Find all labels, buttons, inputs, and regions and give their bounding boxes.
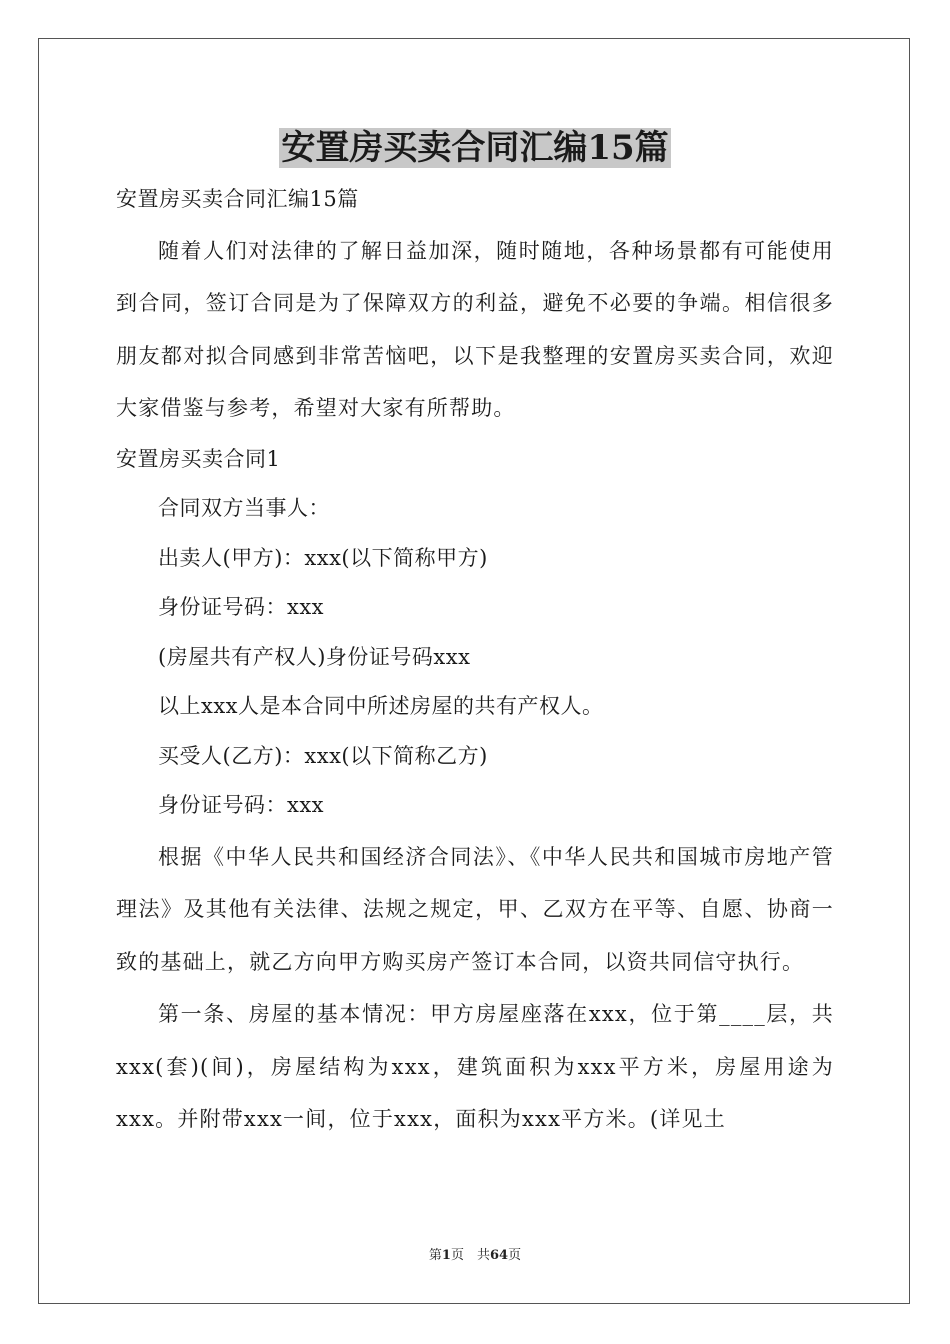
document-title	[0, 126, 950, 170]
parties-line: 合同双方当事人：	[158, 496, 330, 520]
document-title-text: 安置房买卖合同汇编15篇	[281, 128, 669, 168]
footer-page-total: 64	[489, 1248, 509, 1263]
buyer-id-line: 身份证号码：xxx	[158, 793, 325, 817]
co-owner-id-line: (房屋共有产权人)身份证号码xxx	[158, 644, 471, 669]
intro-paragraph: 随着人们对法律的了解日益加深，随时随地，各种场景都有可能使用到合同，签订合同是为了保障双方的利益，避免不必要的争端。相信很多朋友都对拟合同感到非常苦恼吧，以下是我整理的安置房买卖合同，欢迎大家借鉴与参考，希望对大家有所帮助。	[116, 238, 834, 420]
seller-line: 出卖人(甲方)：xxx(以下简称甲方)	[158, 545, 488, 570]
document-subtitle: 安置房买卖合同汇编15篇	[116, 187, 359, 211]
legal-basis-paragraph: 根据《中华人民共和国经济合同法》、《中华人民共和国城市房地产管理法》及其他有关法律、法规之规定，甲、乙双方在平等、自愿、协商一致的基础上，就乙方向甲方购买房产签订本合同，以资共同信守执行。	[116, 844, 834, 974]
footer-mid: 页 共	[450, 1248, 490, 1263]
footer-suffix: 页	[508, 1248, 522, 1263]
buyer-line: 买受人(乙方)：xxx(以下简称乙方)	[158, 743, 488, 768]
page-footer	[0, 1248, 950, 1264]
document-body	[116, 175, 834, 1146]
footer-page-current: 1	[441, 1248, 451, 1263]
article-1-paragraph: 第一条、房屋的基本情况：甲方房屋座落在xxx，位于第____层，共xxx(套)(间)，房屋结构为xxx，建筑面积为xxx平方米，房屋用途为xxx。并附带xxx一间，位于xxx，面积为xxx平方米。(详见土	[116, 1002, 834, 1131]
seller-id-line: 身份证号码：xxx	[158, 595, 325, 619]
section-heading: 安置房买卖合同1	[116, 446, 281, 471]
footer-prefix: 第	[428, 1248, 442, 1263]
co-owner-note-line: 以上xxx人是本合同中所述房屋的共有产权人。	[158, 694, 604, 718]
